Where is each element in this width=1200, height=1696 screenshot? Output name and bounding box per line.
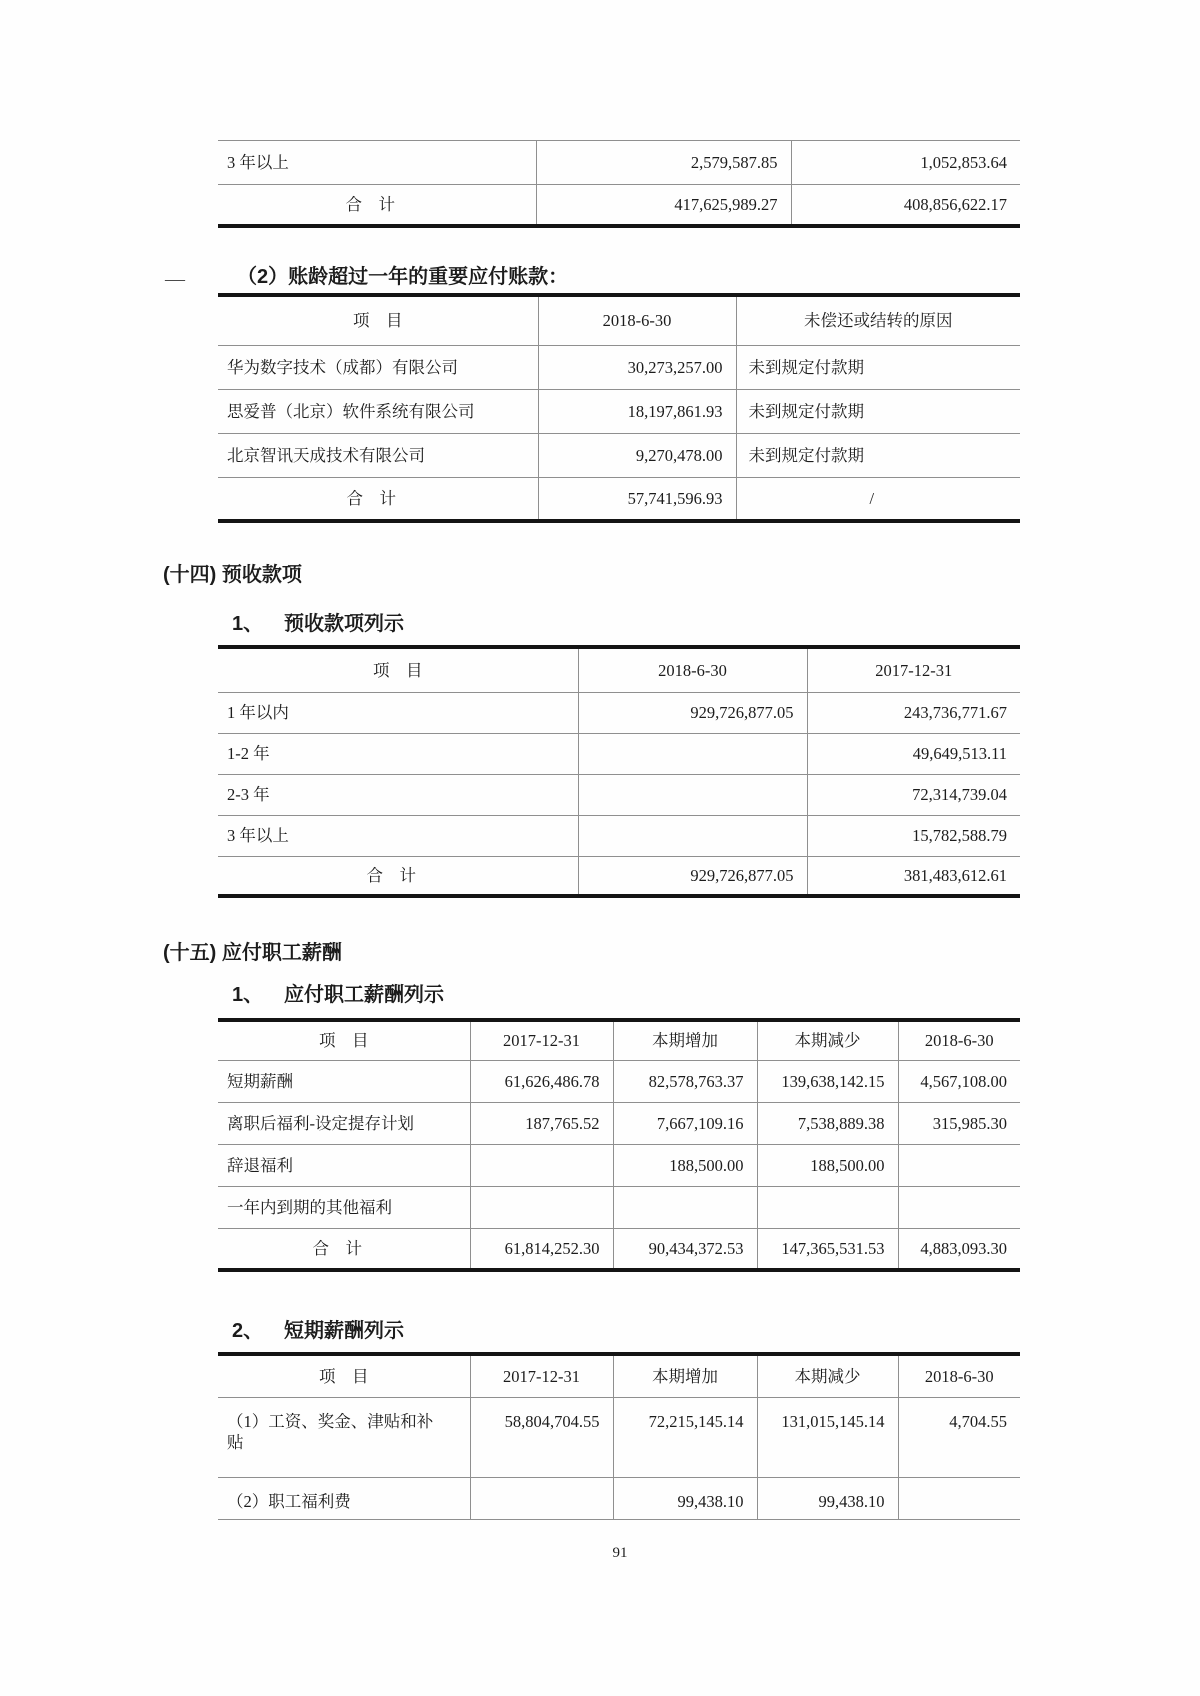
value-cell: 1,052,853.64 [791,141,1020,185]
section-14-subheading-1 [232,611,404,637]
row-label-cell: 3 年以上 [227,153,289,172]
value-cell: 188,500.00 [613,1144,757,1186]
table-row [218,141,1020,185]
value-cell: 未到规定付款期 [736,345,1020,389]
important-payables-over-one-year-table [218,293,1020,523]
total-row [218,1228,1020,1270]
subheading-label: 短期薪酬列示 [284,1320,404,1342]
column-header: 本期增加 [613,1020,757,1060]
row-label-cell: 华为数字技术（成都）有限公司 [227,357,458,377]
value-cell: 58,804,704.55 [470,1397,613,1477]
value-cell: 30,273,257.00 [538,345,736,389]
value-cell: 未到规定付款期 [736,433,1020,477]
column-header: 项 目 [218,295,538,345]
column-header: 2018-6-30 [898,1354,1020,1397]
row-label-cell: 北京智讯天成技术有限公司 [218,433,538,477]
row-label-cell: 一年内到期的其他福利 [218,1186,470,1228]
column-header: 本期减少 [757,1354,898,1397]
value-cell [578,733,807,774]
value-cell: / [736,477,1020,521]
table-row [218,1102,1020,1144]
advances-received-listing-table [218,645,1020,898]
column-header: 2018-6-30 [898,1020,1020,1060]
header-row [218,295,1020,345]
value-cell [613,1186,757,1228]
table-row [218,1397,1020,1477]
row-label-cell: （2）职工福利费 [218,1477,470,1519]
row-label-cell: （1）工资、奖金、津贴和补贴 [227,1411,434,1452]
total-row [218,185,1020,226]
page-number: 91 [612,1545,628,1561]
value-cell: 381,483,612.61 [807,856,1020,896]
value-cell: 4,704.55 [898,1397,1020,1477]
value-cell: 243,736,771.67 [807,692,1020,733]
header-row [218,1354,1020,1397]
row-label-cell: 合 计 [218,856,578,896]
value-cell: 72,314,739.04 [807,774,1020,815]
value-cell: 408,856,622.17 [791,185,1020,226]
subheading-label: 预收款项列示 [284,613,404,635]
column-header: 项 目 [218,647,578,692]
value-cell: 929,726,877.05 [578,856,807,896]
value-cell: 99,438.10 [757,1477,898,1519]
total-row [218,856,1020,896]
column-header: 未偿还或结转的原因 [736,295,1020,345]
value-cell: 9,270,478.00 [538,433,736,477]
value-cell: 139,638,142.15 [757,1060,898,1102]
value-cell: 187,765.52 [470,1102,613,1144]
value-cell: 15,782,588.79 [807,815,1020,856]
value-cell: 61,814,252.30 [470,1228,613,1270]
value-cell: 131,015,145.14 [757,1397,898,1477]
column-header: 本期增加 [613,1354,757,1397]
value-cell: 72,215,145.14 [613,1397,757,1477]
row-label-cell: 1-2 年 [218,733,578,774]
value-cell [898,1477,1020,1519]
value-cell: 57,741,596.93 [538,477,736,521]
table-row [218,1186,1020,1228]
section-15-subheading-2 [232,1318,404,1344]
row-label-cell: 短期薪酬 [227,1071,293,1091]
column-header: 2018-6-30 [538,295,736,345]
subheading-number: 1、 [232,984,264,1006]
value-cell: 417,625,989.27 [536,185,791,226]
table-row [218,815,1020,856]
section-14-heading: (十四) 预收款项 [163,564,302,586]
table-row [218,1144,1020,1186]
value-cell: 315,985.30 [898,1102,1020,1144]
aging-note-heading: （2）账龄超过一年的重要应付账款： [237,266,569,288]
table-row [218,774,1020,815]
column-header: 2018-6-30 [578,647,807,692]
value-cell [757,1186,898,1228]
table-row [218,345,1020,389]
table-row [218,389,1020,433]
value-cell: 18,197,861.93 [538,389,736,433]
row-label-cell: 1 年以内 [227,703,289,722]
subheading-number: 2、 [232,1320,264,1342]
column-header: 2017-12-31 [470,1354,613,1397]
value-cell: 82,578,763.37 [613,1060,757,1102]
short-term-compensation-table [218,1352,1020,1520]
value-cell [470,1144,613,1186]
table-row [218,733,1020,774]
column-header: 项 目 [218,1354,470,1397]
payables-aging-continuation-table [218,140,1020,228]
value-cell: 929,726,877.05 [578,692,807,733]
row-label-cell: 离职后福利-设定提存计划 [218,1102,470,1144]
value-cell: 4,883,093.30 [898,1228,1020,1270]
value-cell [578,774,807,815]
section-15-heading: (十五) 应付职工薪酬 [163,942,342,964]
table-row [218,433,1020,477]
value-cell [898,1186,1020,1228]
row-label-cell: 思爱普（北京）软件系统有限公司 [218,389,538,433]
row-label-cell: 合 计 [218,185,536,226]
column-header: 2017-12-31 [807,647,1020,692]
value-cell: 7,538,889.38 [757,1102,898,1144]
table-row [218,692,1020,733]
header-row [218,1020,1020,1060]
value-cell: 99,438.10 [613,1477,757,1519]
value-cell: 188,500.00 [757,1144,898,1186]
value-cell [898,1144,1020,1186]
value-cell: 147,365,531.53 [757,1228,898,1270]
table-row [218,1477,1020,1519]
value-cell: 90,434,372.53 [613,1228,757,1270]
subheading-number: 1、 [232,613,264,635]
table-row [218,1060,1020,1102]
value-cell [578,815,807,856]
value-cell: 61,626,486.78 [470,1060,613,1102]
total-row [218,477,1020,521]
margin-dash-mark: — [165,268,185,290]
value-cell: 未到规定付款期 [736,389,1020,433]
value-cell: 49,649,513.11 [807,733,1020,774]
employee-compensation-payable-table [218,1018,1020,1272]
row-label-cell: 3 年以上 [218,815,578,856]
row-label-cell: 2-3 年 [218,774,578,815]
row-label-cell: 辞退福利 [218,1144,470,1186]
section-15-subheading-1 [232,982,444,1008]
value-cell: 4,567,108.00 [898,1060,1020,1102]
row-label-cell: 合 计 [218,477,538,521]
value-cell [470,1477,613,1519]
column-header: 本期减少 [757,1020,898,1060]
value-cell: 7,667,109.16 [613,1102,757,1144]
value-cell: 2,579,587.85 [536,141,791,185]
subheading-label: 应付职工薪酬列示 [284,984,444,1006]
value-cell [470,1186,613,1228]
column-header: 项 目 [218,1020,470,1060]
column-header: 2017-12-31 [470,1020,613,1060]
header-row [218,647,1020,692]
row-label-cell: 合 计 [218,1228,470,1270]
